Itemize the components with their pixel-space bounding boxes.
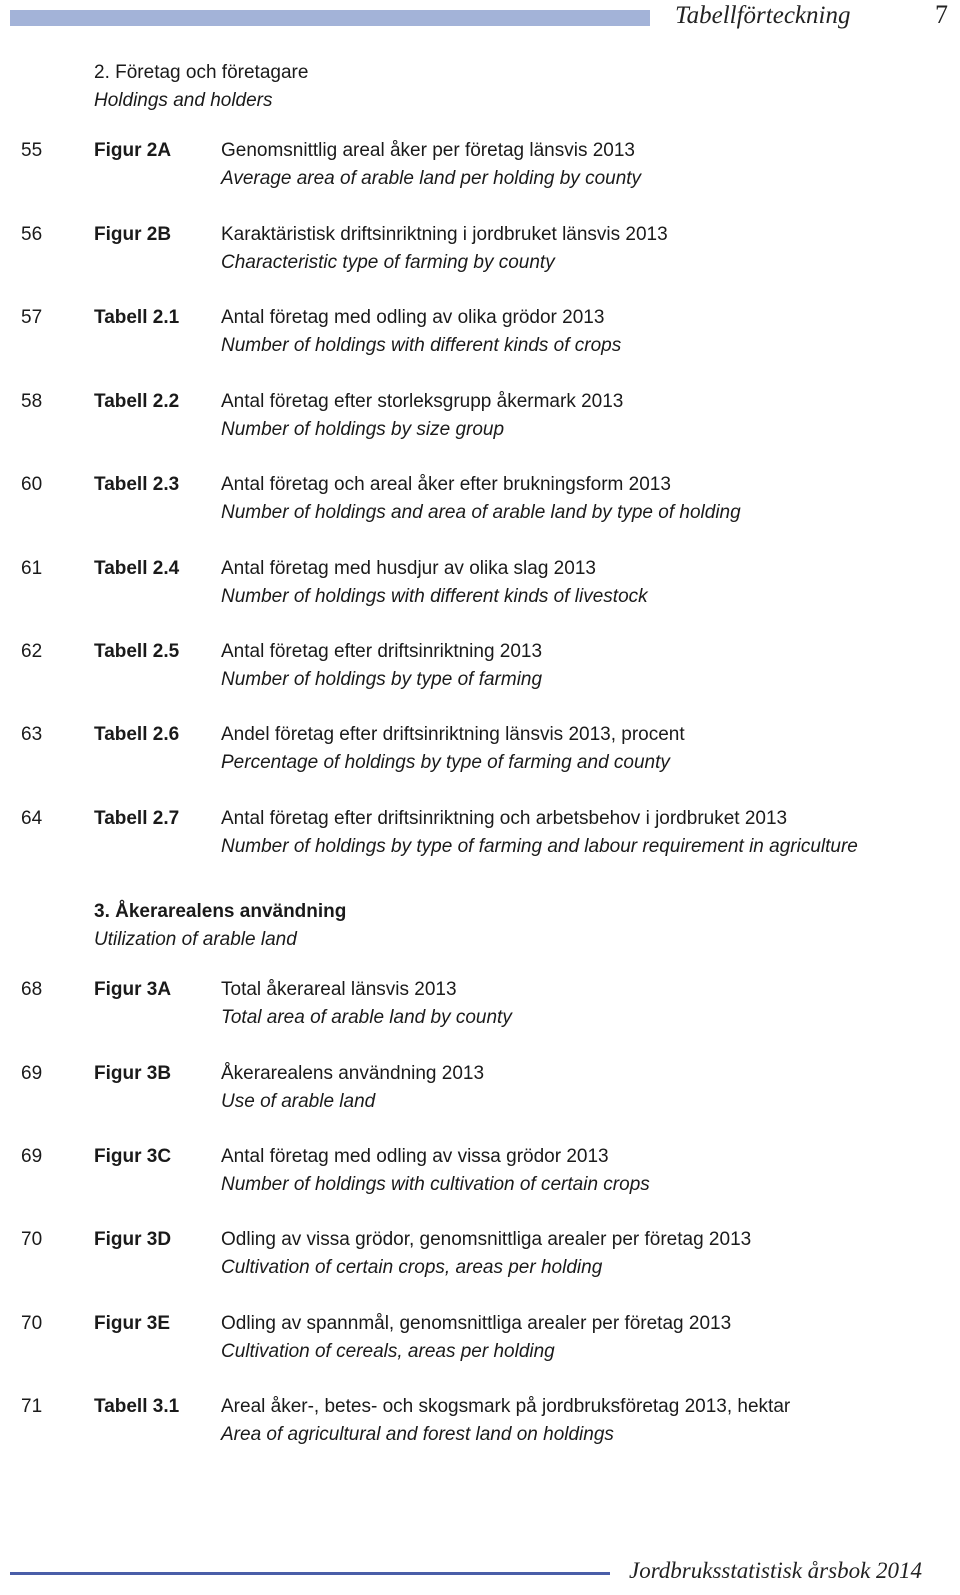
entry-title-sv: Antal företag efter driftsinriktning 2013: [221, 641, 543, 662]
toc-entry[interactable]: [0, 976, 960, 1036]
section-subtitle: Utilization of arable land: [94, 929, 297, 950]
toc-entry[interactable]: [0, 1060, 960, 1120]
toc-entry[interactable]: [0, 221, 960, 281]
entry-page: 62: [21, 641, 43, 662]
entry-title-sv: Karaktäristisk driftsinriktning i jordbruket länsvis 2013: [221, 224, 668, 245]
entry-ref: Tabell 2.6: [94, 724, 180, 745]
entry-ref: Tabell 2.7: [94, 808, 180, 829]
entry-page: 64: [21, 808, 43, 829]
entry-ref: Tabell 3.1: [94, 1396, 180, 1417]
entry-page: 69: [21, 1063, 43, 1084]
entry-ref: Figur 3E: [94, 1313, 171, 1334]
header-title: Tabellförteckning: [675, 2, 851, 29]
entry-title-sv: Total åkerareal länsvis 2013: [221, 979, 457, 1000]
entry-title-en: Average area of arable land per holding by county: [221, 168, 642, 189]
entry-title-en: Cultivation of certain crops, areas per holding: [221, 1257, 603, 1278]
entry-title-sv: Antal företag och areal åker efter brukningsform 2013: [221, 474, 671, 495]
entry-ref: Tabell 2.1: [94, 307, 180, 328]
entry-title-sv: Andel företag efter driftsinriktning länsvis 2013, procent: [221, 724, 685, 745]
toc-entry[interactable]: [0, 555, 960, 615]
toc-entry[interactable]: [0, 471, 960, 531]
footer-title: Jordbruksstatistisk årsbok 2014: [629, 1558, 923, 1583]
entry-title-sv: Antal företag med husdjur av olika slag 2013: [221, 558, 596, 579]
entry-page: 56: [21, 224, 43, 245]
entry-title-en: Number of holdings with cultivation of certain crops: [221, 1174, 650, 1195]
entry-title-en: Area of agricultural and forest land on holdings: [221, 1424, 614, 1445]
entry-title-sv: Odling av spannmål, genomsnittliga arealer per företag 2013: [221, 1313, 732, 1334]
entry-page: 60: [21, 474, 43, 495]
toc-entry[interactable]: [0, 388, 960, 448]
entry-title-sv: Antal företag med odling av olika grödor 2013: [221, 307, 605, 328]
entry-ref: Figur 2A: [94, 140, 172, 161]
entry-ref: Figur 2B: [94, 224, 172, 245]
section-subtitle: Holdings and holders: [94, 90, 273, 111]
entry-title-en: Number of holdings and area of arable land by type of holding: [221, 502, 741, 523]
entry-ref: Figur 3D: [94, 1229, 172, 1250]
entry-title-en: Number of holdings with different kinds of crops: [221, 335, 622, 356]
entry-ref: Figur 3B: [94, 1063, 172, 1084]
entry-title-en: Number of holdings by size group: [221, 419, 505, 440]
entry-ref: Tabell 2.4: [94, 558, 180, 579]
entry-title-sv: Areal åker-, betes- och skogsmark på jordbruksföretag 2013, hektar: [221, 1396, 791, 1417]
entry-title-sv: Odling av vissa grödor, genomsnittliga arealer per företag 2013: [221, 1229, 752, 1250]
entry-title-en: Number of holdings by type of farming and labour requirement in agriculture: [221, 836, 858, 857]
entry-title-en: Number of holdings by type of farming: [221, 669, 543, 690]
entry-title-en: Number of holdings with different kinds of livestock: [221, 586, 648, 607]
section-title: 3. Åkerarealens användning: [94, 901, 347, 922]
entry-ref: Tabell 2.5: [94, 641, 180, 662]
section-title: 2. Företag och företagare: [94, 62, 309, 83]
toc-entry[interactable]: [0, 638, 960, 698]
entry-title-en: Use of arable land: [221, 1091, 376, 1112]
entry-ref: Tabell 2.2: [94, 391, 180, 412]
toc-entry[interactable]: [0, 1393, 960, 1453]
entry-page: 70: [21, 1313, 43, 1334]
entry-page: 55: [21, 140, 43, 161]
entry-title-en: Total area of arable land by county: [221, 1007, 512, 1028]
toc-entry[interactable]: [0, 304, 960, 364]
entry-page: 70: [21, 1229, 43, 1250]
toc-entry[interactable]: [0, 1143, 960, 1203]
entry-page: 63: [21, 724, 43, 745]
toc-entry[interactable]: [0, 1310, 960, 1370]
entry-title-en: Cultivation of cereals, areas per holding: [221, 1341, 555, 1362]
page-number: 7: [935, 0, 948, 29]
entry-title-en: Percentage of holdings by type of farming and county: [221, 752, 670, 773]
entry-title-en: Characteristic type of farming by county: [221, 252, 555, 273]
entry-page: 58: [21, 391, 43, 412]
entry-page: 69: [21, 1146, 43, 1167]
entry-page: 61: [21, 558, 43, 579]
entry-ref: Tabell 2.3: [94, 474, 180, 495]
toc-entry[interactable]: [0, 721, 960, 781]
toc-entry[interactable]: [0, 1226, 960, 1286]
footer-rule: [10, 1572, 610, 1575]
entry-ref: Figur 3C: [94, 1146, 172, 1167]
entry-page: 71: [21, 1396, 43, 1417]
entry-title-sv: Antal företag efter storleksgrupp åkermark 2013: [221, 391, 624, 412]
toc-entry[interactable]: [0, 137, 960, 197]
entry-title-sv: Antal företag med odling av vissa grödor 2013: [221, 1146, 609, 1167]
entry-title-sv: Åkerarealens användning 2013: [221, 1063, 485, 1084]
toc-entry[interactable]: [0, 805, 960, 865]
header-bar: [10, 10, 650, 26]
entry-title-sv: Antal företag efter driftsinriktning och arbetsbehov i jordbruket 2013: [221, 808, 788, 829]
entry-page: 57: [21, 307, 43, 328]
entry-ref: Figur 3A: [94, 979, 172, 1000]
entry-title-sv: Genomsnittlig areal åker per företag länsvis 2013: [221, 140, 636, 161]
entry-page: 68: [21, 979, 43, 1000]
